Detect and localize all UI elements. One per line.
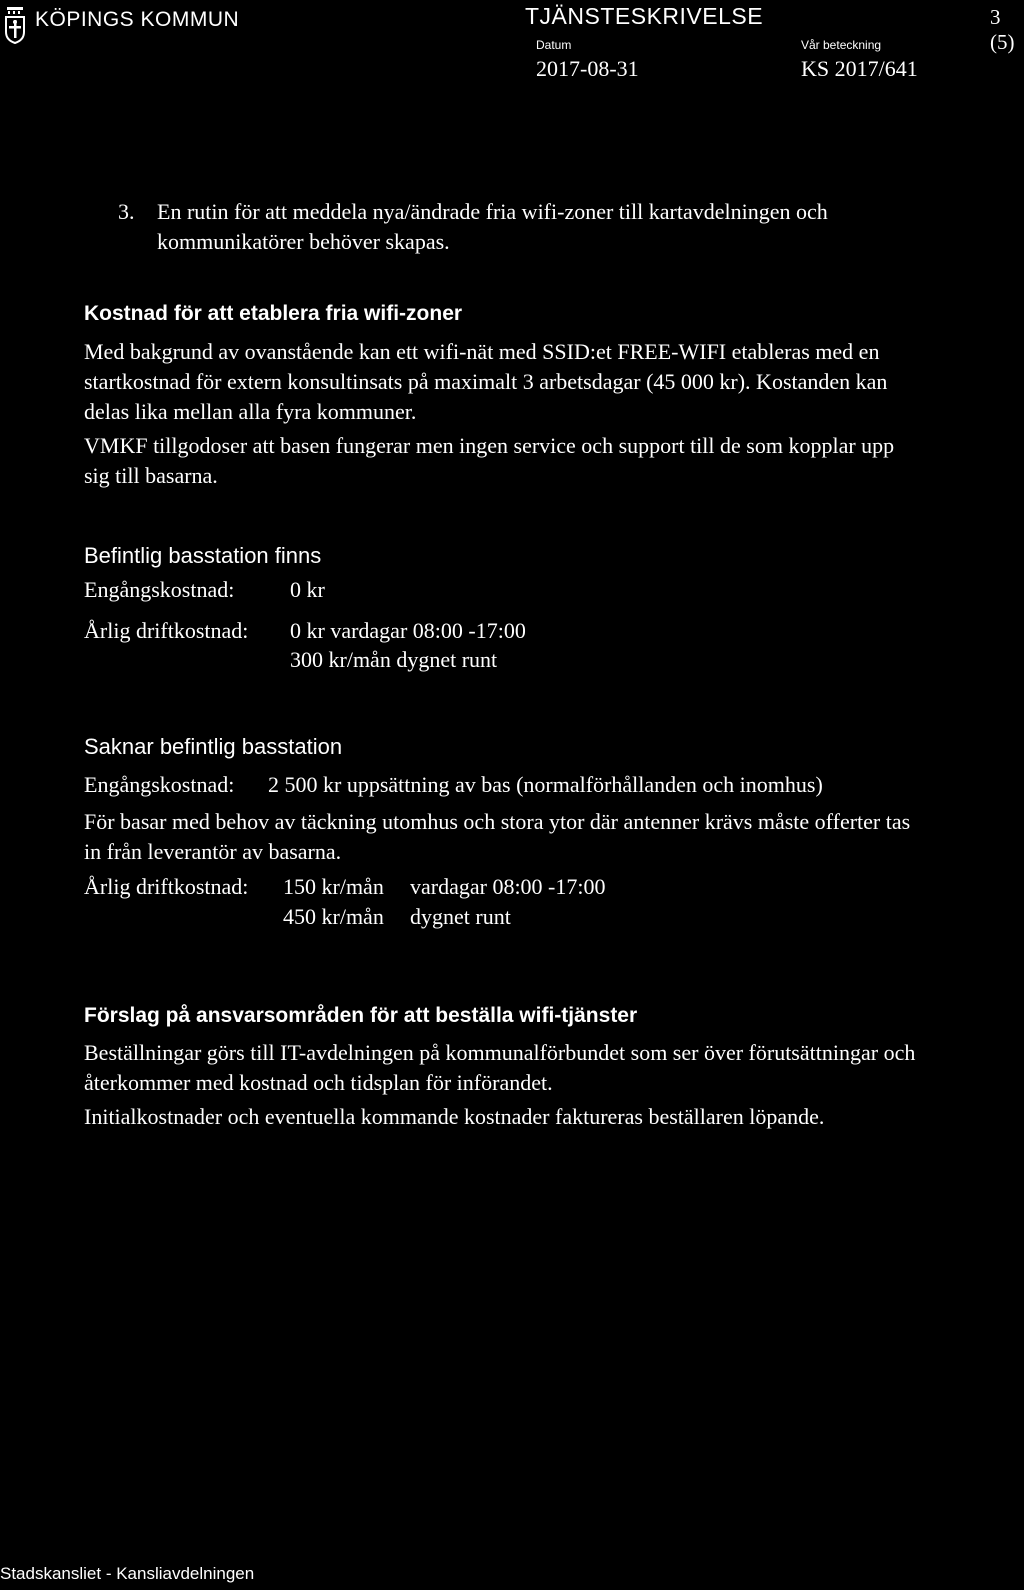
missing-annual-label: Årlig driftkostnad:	[84, 874, 249, 899]
missing-paragraph: För basar med behov av täckning utomhus och stora ytor där antenner krävs måste offerter tas in från leverantör av basarna.	[84, 809, 911, 864]
reference-label: Vår beteckning	[801, 38, 882, 52]
section-heading-responsibility: Förslag på ansvarsområden för att beställa wifi-tjänster	[84, 1004, 638, 1027]
missing-annual-period-1: vardagar 08:00 -17:00	[410, 874, 606, 899]
footer-text: Stadskansliet - Kansliavdelningen	[0, 1564, 255, 1583]
list-item-number: 3.	[118, 199, 135, 224]
existing-onetime-label: Engångskostnad:	[84, 577, 235, 602]
missing-onetime-label: Engångskostnad:	[84, 772, 235, 797]
section-heading-missing: Saknar befintlig basstation	[84, 734, 343, 759]
cost-paragraph-1: Med bakgrund av ovanstående kan ett wifi-nät med SSID:et FREE-WIFI etableras med en startkostnad för extern konsultinsats på maximalt 3 arbetsdagar (45 000 kr). Kostanden kan delas lika mellan alla fyra kommuner.	[84, 339, 888, 424]
missing-onetime-value: 2 500 kr uppsättning av bas (normalförhållanden och inomhus)	[268, 772, 823, 797]
missing-annual-amount-2: 450 kr/mån	[283, 904, 384, 929]
section-heading-cost: Kostnad för att etablera fria wifi-zoner	[84, 302, 463, 325]
existing-annual-label: Årlig driftkostnad:	[84, 618, 249, 643]
page-number: 3 (5)	[990, 5, 1015, 54]
responsibility-paragraph-1: Beställningar görs till IT-avdelningen på kommunalförbundet som ser över förutsättningar och återkommer med kostnad och tidsplan för införandet.	[84, 1040, 916, 1095]
responsibility-paragraph-2: Initialkostnader och eventuella kommande kostnader faktureras beställaren löpande.	[84, 1104, 825, 1129]
document-type: TJÄNSTESKRIVELSE	[525, 3, 764, 29]
list-item-text: En rutin för att meddela nya/ändrade fria wifi-zoner till kartavdelningen och kommunikatörer behöver skapas.	[157, 199, 828, 254]
cost-paragraph-2: VMKF tillgodoser att basen fungerar men ingen service och support till de som kopplar upp sig till basarna.	[84, 433, 895, 488]
existing-onetime-value: 0 kr	[290, 577, 325, 602]
missing-annual-period-2: dygnet runt	[410, 904, 511, 929]
date-value: 2017-08-31	[536, 56, 639, 81]
date-label: Datum	[536, 38, 572, 52]
section-heading-existing: Befintlig basstation finns	[84, 543, 322, 568]
reference-value: KS 2017/641	[801, 56, 918, 81]
organization-name: KÖPINGS KOMMUN	[35, 8, 240, 31]
existing-annual-line-2: 300 kr/mån dygnet runt	[290, 647, 498, 672]
municipal-crest-icon	[4, 6, 26, 44]
existing-annual-line-1: 0 kr vardagar 08:00 -17:00	[290, 618, 526, 643]
missing-annual-amount-1: 150 kr/mån	[283, 874, 384, 899]
